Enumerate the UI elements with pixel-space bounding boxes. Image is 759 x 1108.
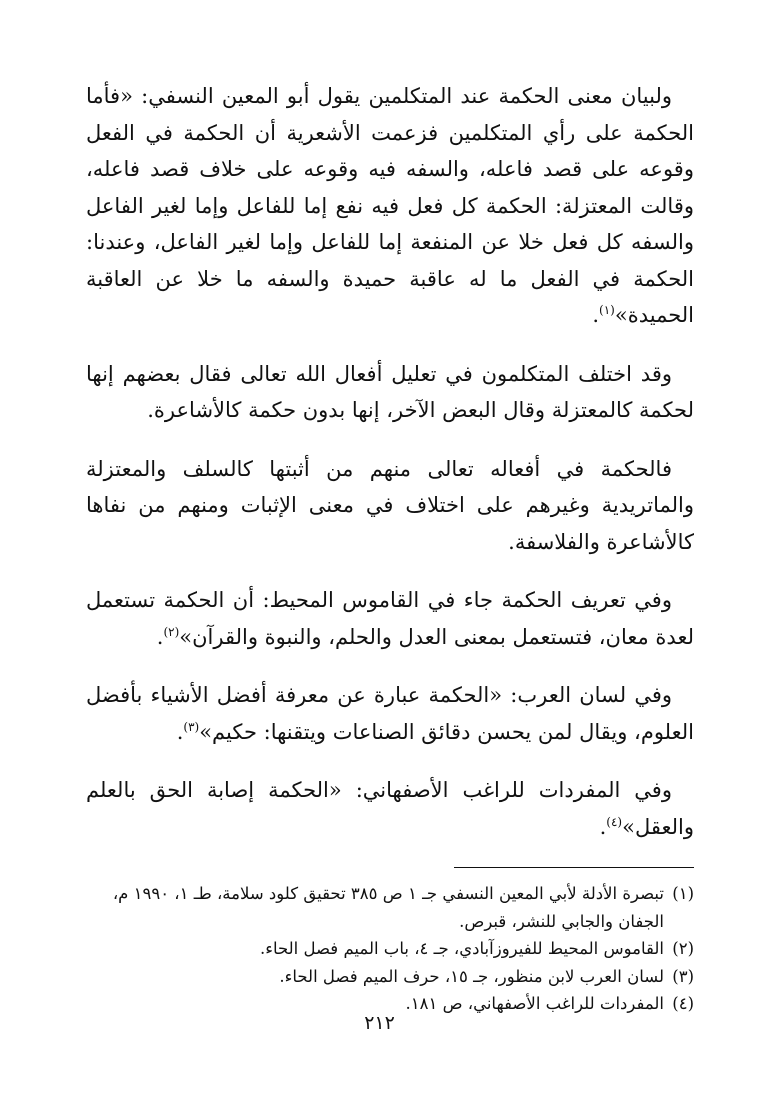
footnote-number: (١) <box>672 884 694 903</box>
paragraph-text: وفي لسان العرب: «الحكمة عبارة عن معرفة أفضل الأشياء بأفضل العلوم، ويقال لمن يحسن دقائق الصناعات ويتقنها: حكيم» <box>86 683 694 744</box>
footnote-item <box>86 935 694 963</box>
footnote-ref: (٣) <box>183 719 200 734</box>
footnote-item <box>86 963 694 991</box>
paragraph-text: فالحكمة في أفعاله تعالى منهم من أثبتها كالسلف والمعتزلة والماتريدية وغيرهم على اختلاف في معنى الإثبات ومنهم من نفاها كالأشاعرة والفلاسفة. <box>86 456 694 554</box>
footnote-text: المفردات للراغب الأصفهاني، ص ١٨١. <box>405 994 664 1013</box>
paragraph-text: وفي المفردات للراغب الأصفهاني: «الحكمة إصابة الحق بالعلم والعقل» <box>86 778 694 839</box>
footnote-ref: (١) <box>599 303 615 317</box>
footnote-number: (٤) <box>672 994 694 1013</box>
paragraph-lisan <box>86 677 694 750</box>
paragraph-ithbat-nafy <box>86 451 694 561</box>
footnotes <box>86 880 694 1018</box>
page-number: ٢١٢ <box>364 1012 395 1034</box>
footnote-number: (٢) <box>672 939 694 958</box>
paragraph-mufradat <box>86 772 694 845</box>
paragraph-talil-afal <box>86 356 694 429</box>
footnote-text: تبصرة الأدلة لأبي المعين النسفي جـ ١ ص ٣٨٥ تحقيق كلود سلامة، طـ ١، ١٩٩٠ م، الجفان والجابي للنشر، قبرص. <box>112 884 664 931</box>
paragraph-text: ولبيان معنى الحكمة عند المتكلمين يقول أبو المعين النسفي: «فأما الحكمة على رأي المتكلمين فزعمت الأشعرية أن الحكمة في الفعل وقوعه على قصد فاعله، والسفه فيه وقوعه على خلاف قصد فاعله، وقالت المعتزلة: الحكمة كل فعل فيه نفع إما للفاعل وإما لغير الفاعل والسفه كل فعل خلا عن المنفعة إما للفاعل وإما لغير الفاعل، وعندنا: الحكمة في الفعل ما له عاقبة حميدة والسفه ما خلا عن العاقبة الحميدة» <box>86 84 694 327</box>
paragraph-text: وفي تعريف الحكمة جاء في القاموس المحيط: أن الحكمة تستعمل لعدة معان، فتستعمل بمعنى العدل والحلم، والنبوة والقرآن» <box>86 588 694 649</box>
paragraph-hikma-mutakallimin <box>86 78 694 334</box>
footnote-text: لسان العرب لابن منظور، جـ ١٥، حرف الميم فصل الحاء. <box>279 966 664 986</box>
paragraph-tail: . <box>592 303 600 327</box>
paragraph-tail: . <box>599 814 607 839</box>
footnote-ref: (٤) <box>606 814 623 829</box>
page-content <box>86 78 694 1018</box>
footnote-text: القاموس المحيط للفيروزآبادي، جـ ٤، باب الميم فصل الحاء. <box>259 939 664 958</box>
footnote-item <box>86 880 694 935</box>
footnote-separator <box>454 867 694 868</box>
paragraph-text: وقد اختلف المتكلمون في تعليل أفعال الله تعالى فقال بعضهم إنها لحكمة كالمعتزلة وقال البعض الآخر، إنها بدون حكمة كالأشاعرة. <box>86 361 694 422</box>
paragraph-tail: . <box>156 624 164 649</box>
footnote-ref: (٢) <box>163 624 180 639</box>
paragraph-qamus <box>86 582 694 655</box>
footnote-number: (٣) <box>672 966 694 986</box>
paragraph-tail: . <box>176 719 184 744</box>
